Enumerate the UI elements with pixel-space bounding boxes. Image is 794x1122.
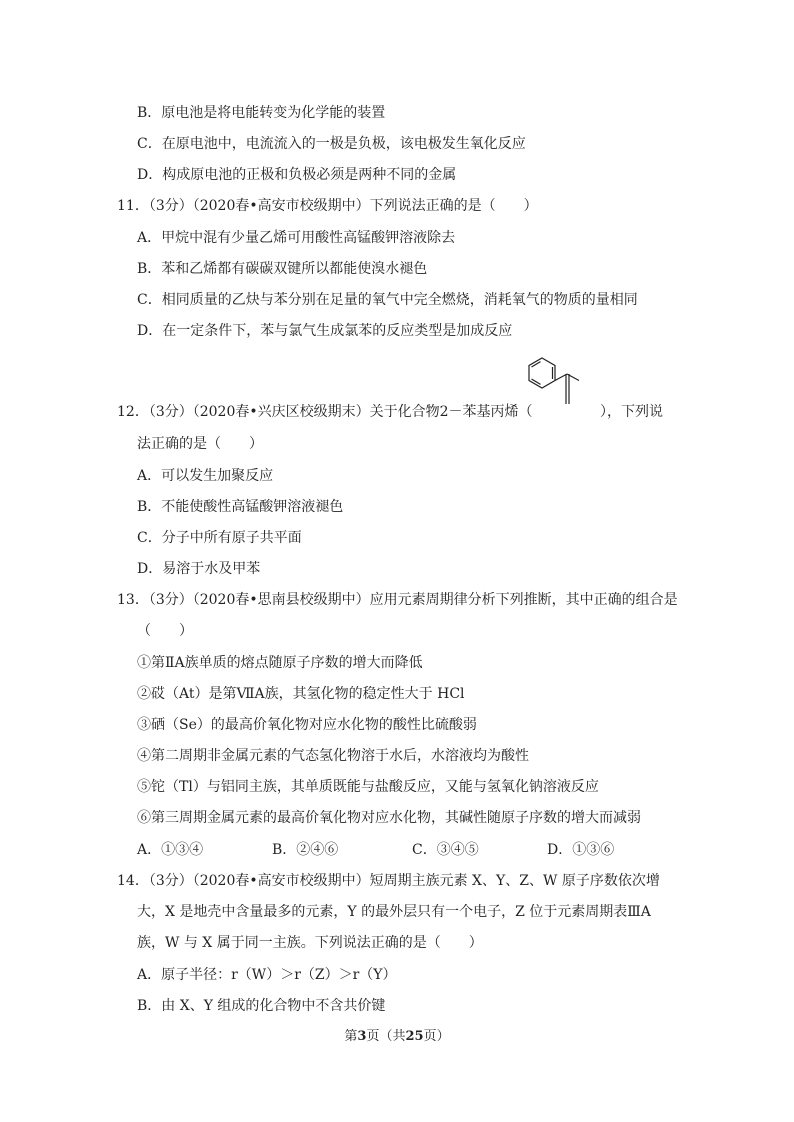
q13-option-a: A．①③④ — [137, 842, 204, 858]
q11-stem: 11．（3分）（2020春•高安市校级期中）下列说法正确的是（ ） — [117, 198, 538, 214]
q12-stem-part1: 12．（3分）（2020春•兴庆区校级期末）关于化合物2－苯基丙烯（ — [117, 404, 533, 420]
q10-option-c: C．在原电池中，电流流入的一极是负极，该电极发生氧化反应 — [137, 136, 526, 152]
q13-item-4: ④第二周期非金属元素的气态氢化物溶于水后，水溶液均为酸性 — [137, 748, 529, 764]
q13-option-d: D．①③⑥ — [547, 842, 615, 858]
q13-option-b: B．②④⑥ — [272, 842, 339, 858]
q12-option-d: D．易溶于水及甲苯 — [137, 561, 261, 577]
q13-item-6: ⑥第三周期金属元素的最高价氧化物对应水化物，其碱性随原子序数的增大而减弱 — [137, 810, 641, 826]
footer-suffix: 页） — [423, 1029, 450, 1044]
q14-stem: 14．（3分）（2020春•高安市校级期中）短周期主族元素 X、Y、Z、W 原子序数依次增 — [117, 873, 660, 889]
q14-stem-continued-2: 族，W 与 X 属于同一主族。下列说法正确的是（ ） — [137, 935, 483, 951]
q11-option-b: B．苯和乙烯都有碳碳双键所以都能使溴水褪色 — [137, 261, 428, 277]
footer-page-number: 3 — [357, 1029, 367, 1044]
q14-stem-continued-1: 大，X 是地壳中含量最多的元素，Y 的最外层只有一个电子，Z 位于元素周期表ⅢA — [137, 904, 651, 920]
q13-stem-continued: （ ） — [137, 623, 193, 639]
q13-option-c: C．③④⑤ — [412, 842, 479, 858]
q12-option-c: C．分子中所有原子共平面 — [137, 530, 302, 546]
q14-option-b: B．由 X、Y 组成的化合物中不含共价键 — [137, 998, 386, 1014]
q10-option-d: D．构成原电池的正极和负极必须是两种不同的金属 — [137, 167, 457, 183]
q12-stem-continued: 法正确的是（ ） — [137, 436, 263, 452]
q12-option-a: A．可以发生加聚反应 — [137, 468, 274, 484]
q12-stem-part2: ），下列说 — [600, 404, 663, 420]
q11-option-c: C．相同质量的乙炔与苯分别在足量的氧气中完全燃烧，消耗氧气的物质的量相同 — [137, 292, 638, 308]
page-footer — [0, 1025, 794, 1044]
q11-option-d: D．在一定条件下，苯与氯气生成氯苯的反应类型是加成反应 — [137, 323, 513, 339]
footer-prefix: 第 — [344, 1029, 358, 1044]
q10-option-b: B．原电池是将电能转变为化学能的装置 — [137, 105, 386, 121]
footer-middle: 页（共 — [366, 1029, 406, 1044]
q13-item-3: ③硒（Se）的最高价氧化物对应水化物的酸性比硫酸弱 — [137, 717, 477, 733]
q13-item-5: ⑤铊（Tl）与铝同主族，其单质既能与盐酸反应，又能与氢氧化钠溶液反应 — [137, 779, 599, 795]
q13-item-1: ①第ⅡA族单质的熔点随原子序数的增大而降低 — [137, 655, 423, 671]
q13-item-2: ②砹（At）是第ⅦA族，其氢化物的稳定性大于 HCl — [137, 686, 465, 702]
q13-stem: 13．（3分）（2020春•思南县校级期中）应用元素周期律分析下列推断，其中正确的组合是 — [117, 592, 678, 608]
q11-option-a: A．甲烷中混有少量乙烯可用酸性高锰酸钾溶液除去 — [137, 230, 456, 246]
q14-option-a: A．原子半径：r（W）＞r（Z）＞r（Y） — [137, 967, 397, 983]
2-phenylpropene-structure-icon — [522, 352, 602, 414]
q12-option-b: B．不能使酸性高锰酸钾溶液褪色 — [137, 499, 344, 515]
footer-total-pages: 25 — [405, 1029, 424, 1044]
